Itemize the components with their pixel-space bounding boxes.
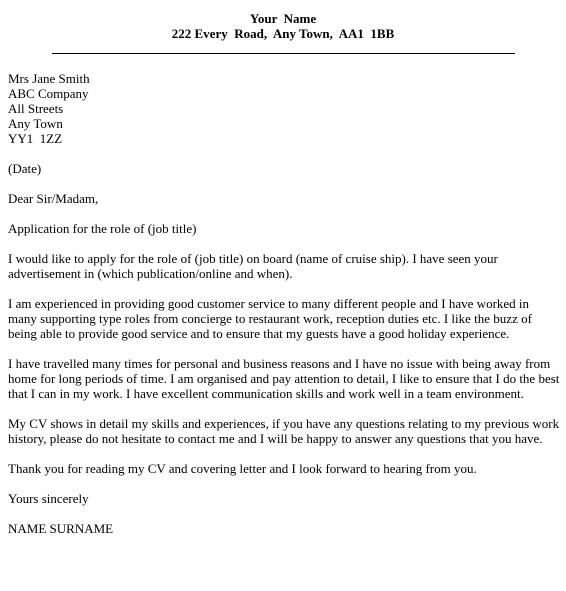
paragraph-experience: I am experienced in providing good customer service to many different people and I have worked in many supporting type roles from concierge to restaurant work, reception duties etc. I like the buzz of being able to provide good service and to ensure that my guests have a good holiday experience.	[8, 296, 532, 341]
recipient-line: All Streets	[8, 101, 64, 116]
paragraph-thanks: Thank you for reading my CV and covering letter and I look forward to hearing from you.	[8, 461, 477, 476]
recipient-address	[8, 71, 560, 146]
paragraph-travel: I have travelled many times for personal and business reasons and I have no issue with being away from home for long periods of time. I am organised and pay attention to detail, I like to ensure that I do the best that I can in my work. I have excellent communication skills and work well in a team environment.	[8, 356, 560, 401]
paragraph-cv: My CV shows in detail my skills and experiences, if you have any questions relating to my previous work history, please do not hesitate to contact me and I will be happy to answer any questions that you have.	[8, 416, 560, 446]
paragraph-intro: I would like to apply for the role of (job title) on board (name of cruise ship). I have seen your advertisement in (which publication/online and when).	[8, 251, 498, 281]
recipient-line: YY1 1ZZ	[8, 131, 63, 146]
salutation: Dear Sir/Madam,	[8, 191, 99, 206]
header-divider	[52, 53, 515, 54]
sender-name: Your Name	[249, 11, 317, 26]
letter-header	[0, 11, 566, 41]
closing: Yours sincerely	[8, 491, 89, 506]
recipient-line: Mrs Jane Smith	[8, 71, 90, 86]
letter-body	[8, 71, 560, 536]
recipient-line: ABC Company	[8, 86, 89, 101]
recipient-line: Any Town	[8, 116, 63, 131]
letter-date: (Date)	[8, 161, 42, 176]
signature: NAME SURNAME	[8, 521, 114, 536]
subject-line: Application for the role of (job title)	[8, 221, 197, 236]
sender-address: 222 Every Road, Any Town, AA1 1BB	[171, 26, 395, 41]
